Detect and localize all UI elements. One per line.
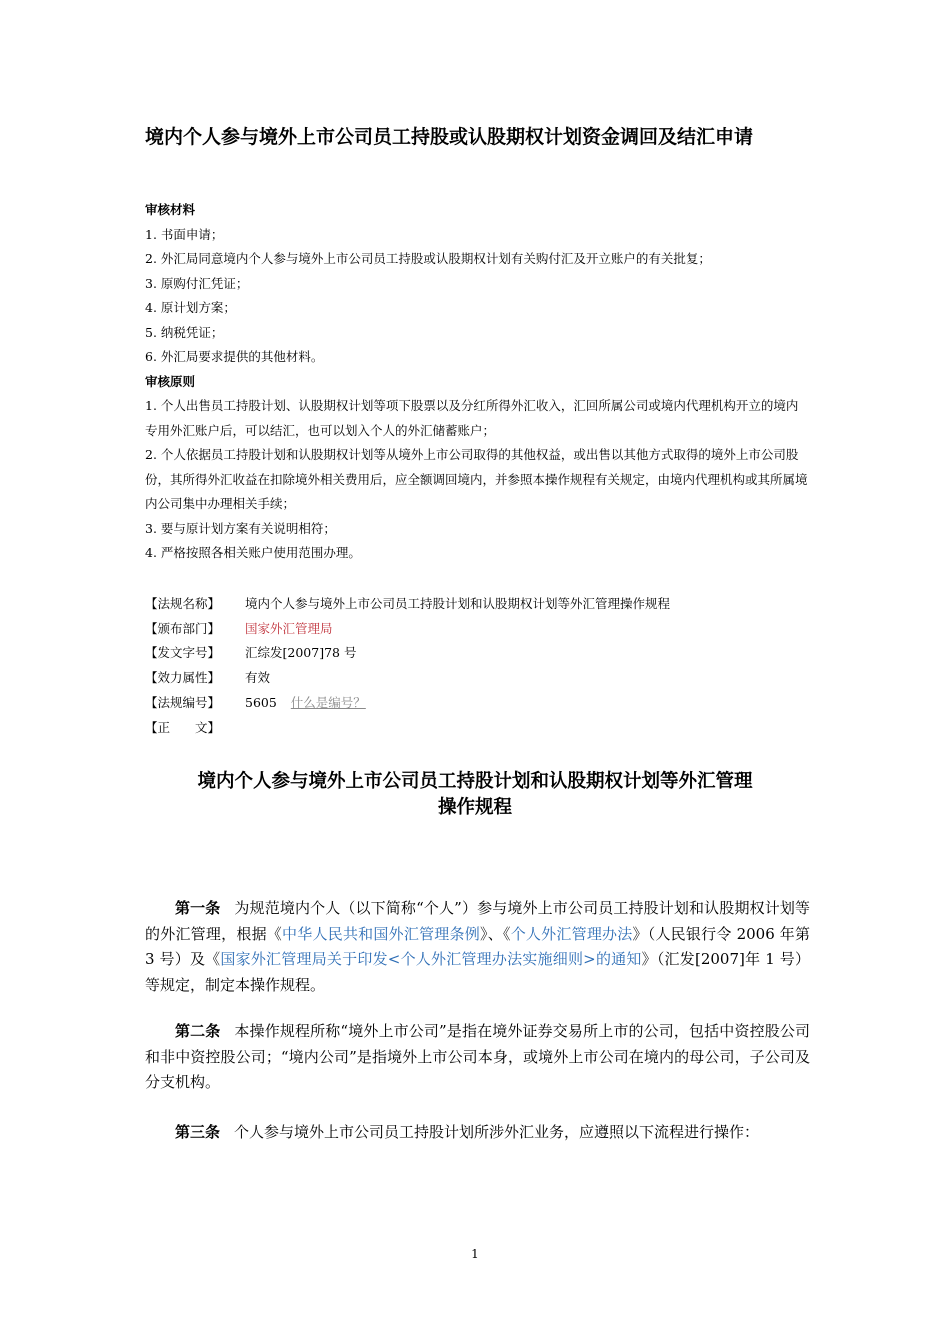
issuer-row [145, 617, 805, 642]
validity-label: 【效力属性】 [145, 670, 221, 686]
body-label: 【正 文】 [145, 719, 221, 735]
validity-row [145, 666, 805, 691]
principle-item: 4. 严格按照各相关账户使用范围办理。 [145, 545, 361, 560]
issuer-label: 【颁布部门】 [145, 620, 221, 636]
review-materials-heading: 审核材料 [145, 202, 196, 217]
article-3 [145, 1120, 810, 1146]
principle-item: 2. 个人依据员工持股计划和认股期权计划等从境外上市公司取得的其他权益，或出售以其他方式取得的境外上市公司股份，其所得外汇收益在扣除境外相关费用后，应全额调回境内，并参照本操作规程有关规定，由境内代理机构或其所属境内公司集中办理相关手续； [145, 447, 808, 511]
doc-number-row [145, 641, 805, 666]
review-principles-heading: 审核原则 [145, 373, 196, 389]
regulation-title [145, 769, 805, 821]
page-number: 1 [471, 1247, 479, 1261]
material-item: 3. 原购付汇凭证； [145, 275, 249, 291]
article-text: 》、《 [480, 924, 511, 943]
article-text: 本操作规程所称“境外上市公司”是指在境外证券交易所上市的公司，包括中资控股公司和非中资控股公司；“境内公司”是指境外上市公司本身，或境外上市公司在境内的母公司，子公司及分支机构。 [145, 1022, 810, 1091]
law-id-label: 【法规编号】 [145, 694, 221, 710]
implementation-rules-notice-link[interactable]: 国家外汇管理局关于印发<个人外汇管理办法实施细则>的通知 [220, 950, 642, 968]
regulation-title-line: 境内个人参与境外上市公司员工持股计划和认股期权计划等外汇管理 [197, 771, 753, 792]
article-number: 第二条 [175, 1022, 221, 1040]
validity-value: 有效 [245, 670, 271, 686]
principle-item: 3. 要与原计划方案有关说明相符； [145, 520, 336, 536]
article-text: 》（汇发[2007]年 1 号）等规定，制定本操作规程。 [145, 950, 811, 994]
material-item: 1. 书面申请； [145, 226, 224, 242]
article-text: 个人参与境外上市公司员工持股计划所涉外汇业务，应遵照以下流程进行操作： [234, 1123, 760, 1141]
material-item: 2. 外汇局同意境内个人参与境外上市公司员工持股或认股期权计划有关购付汇及开立账户的有关批复； [145, 251, 711, 266]
law-name-label: 【法规名称】 [145, 596, 221, 611]
article-text: 为规范境内个人（以下简称“个人”）参与境外上市公司员工持股计划和认股期权计划等的外汇管理，根据《 [145, 899, 810, 943]
law-name-row [145, 592, 805, 617]
article-number: 第一条 [175, 899, 221, 917]
issuer-link[interactable]: 国家外汇管理局 [245, 620, 333, 636]
what-is-number-link[interactable]: 什么是编号？ [290, 694, 366, 710]
article-text: 》（人民银行令 2006 年第 3 号）及《 [145, 924, 810, 968]
personal-fx-measures-link[interactable]: 个人外汇管理办法 [510, 924, 633, 943]
doc-number-value: 汇综发[2007]78 号 [245, 645, 357, 661]
law-id-row [145, 691, 805, 716]
principle-item: 1. 个人出售员工持股计划、认股期权计划等项下股票以及分红所得外汇收入，汇回所属公司或境内代理机构开立的境内专用外汇账户后，可以结汇，也可以划入个人的外汇储蓄账户； [145, 398, 799, 438]
doc-number-label: 【发文字号】 [145, 645, 221, 661]
material-item: 4. 原计划方案； [145, 300, 236, 315]
body-row [145, 716, 805, 741]
regulation-title-line: 操作规程 [437, 797, 512, 818]
material-item: 6. 外汇局要求提供的其他材料。 [145, 349, 324, 364]
review-materials-section [145, 198, 810, 566]
foreign-exchange-regulation-link[interactable]: 中华人民共和国外汇管理条例 [282, 924, 480, 943]
article-number: 第三条 [175, 1123, 221, 1141]
article-2 [145, 1019, 810, 1096]
law-name-value: 境内个人参与境外上市公司员工持股计划和认股期权计划等外汇管理操作规程 [245, 596, 671, 611]
article-1 [145, 896, 810, 998]
document-title: 境内个人参与境外上市公司员工持股或认股期权计划资金调回及结汇申请 [145, 126, 754, 148]
material-item: 5. 纳税凭证； [145, 324, 224, 340]
regulation-metadata [145, 592, 805, 740]
law-id-value: 5605 [245, 694, 277, 710]
